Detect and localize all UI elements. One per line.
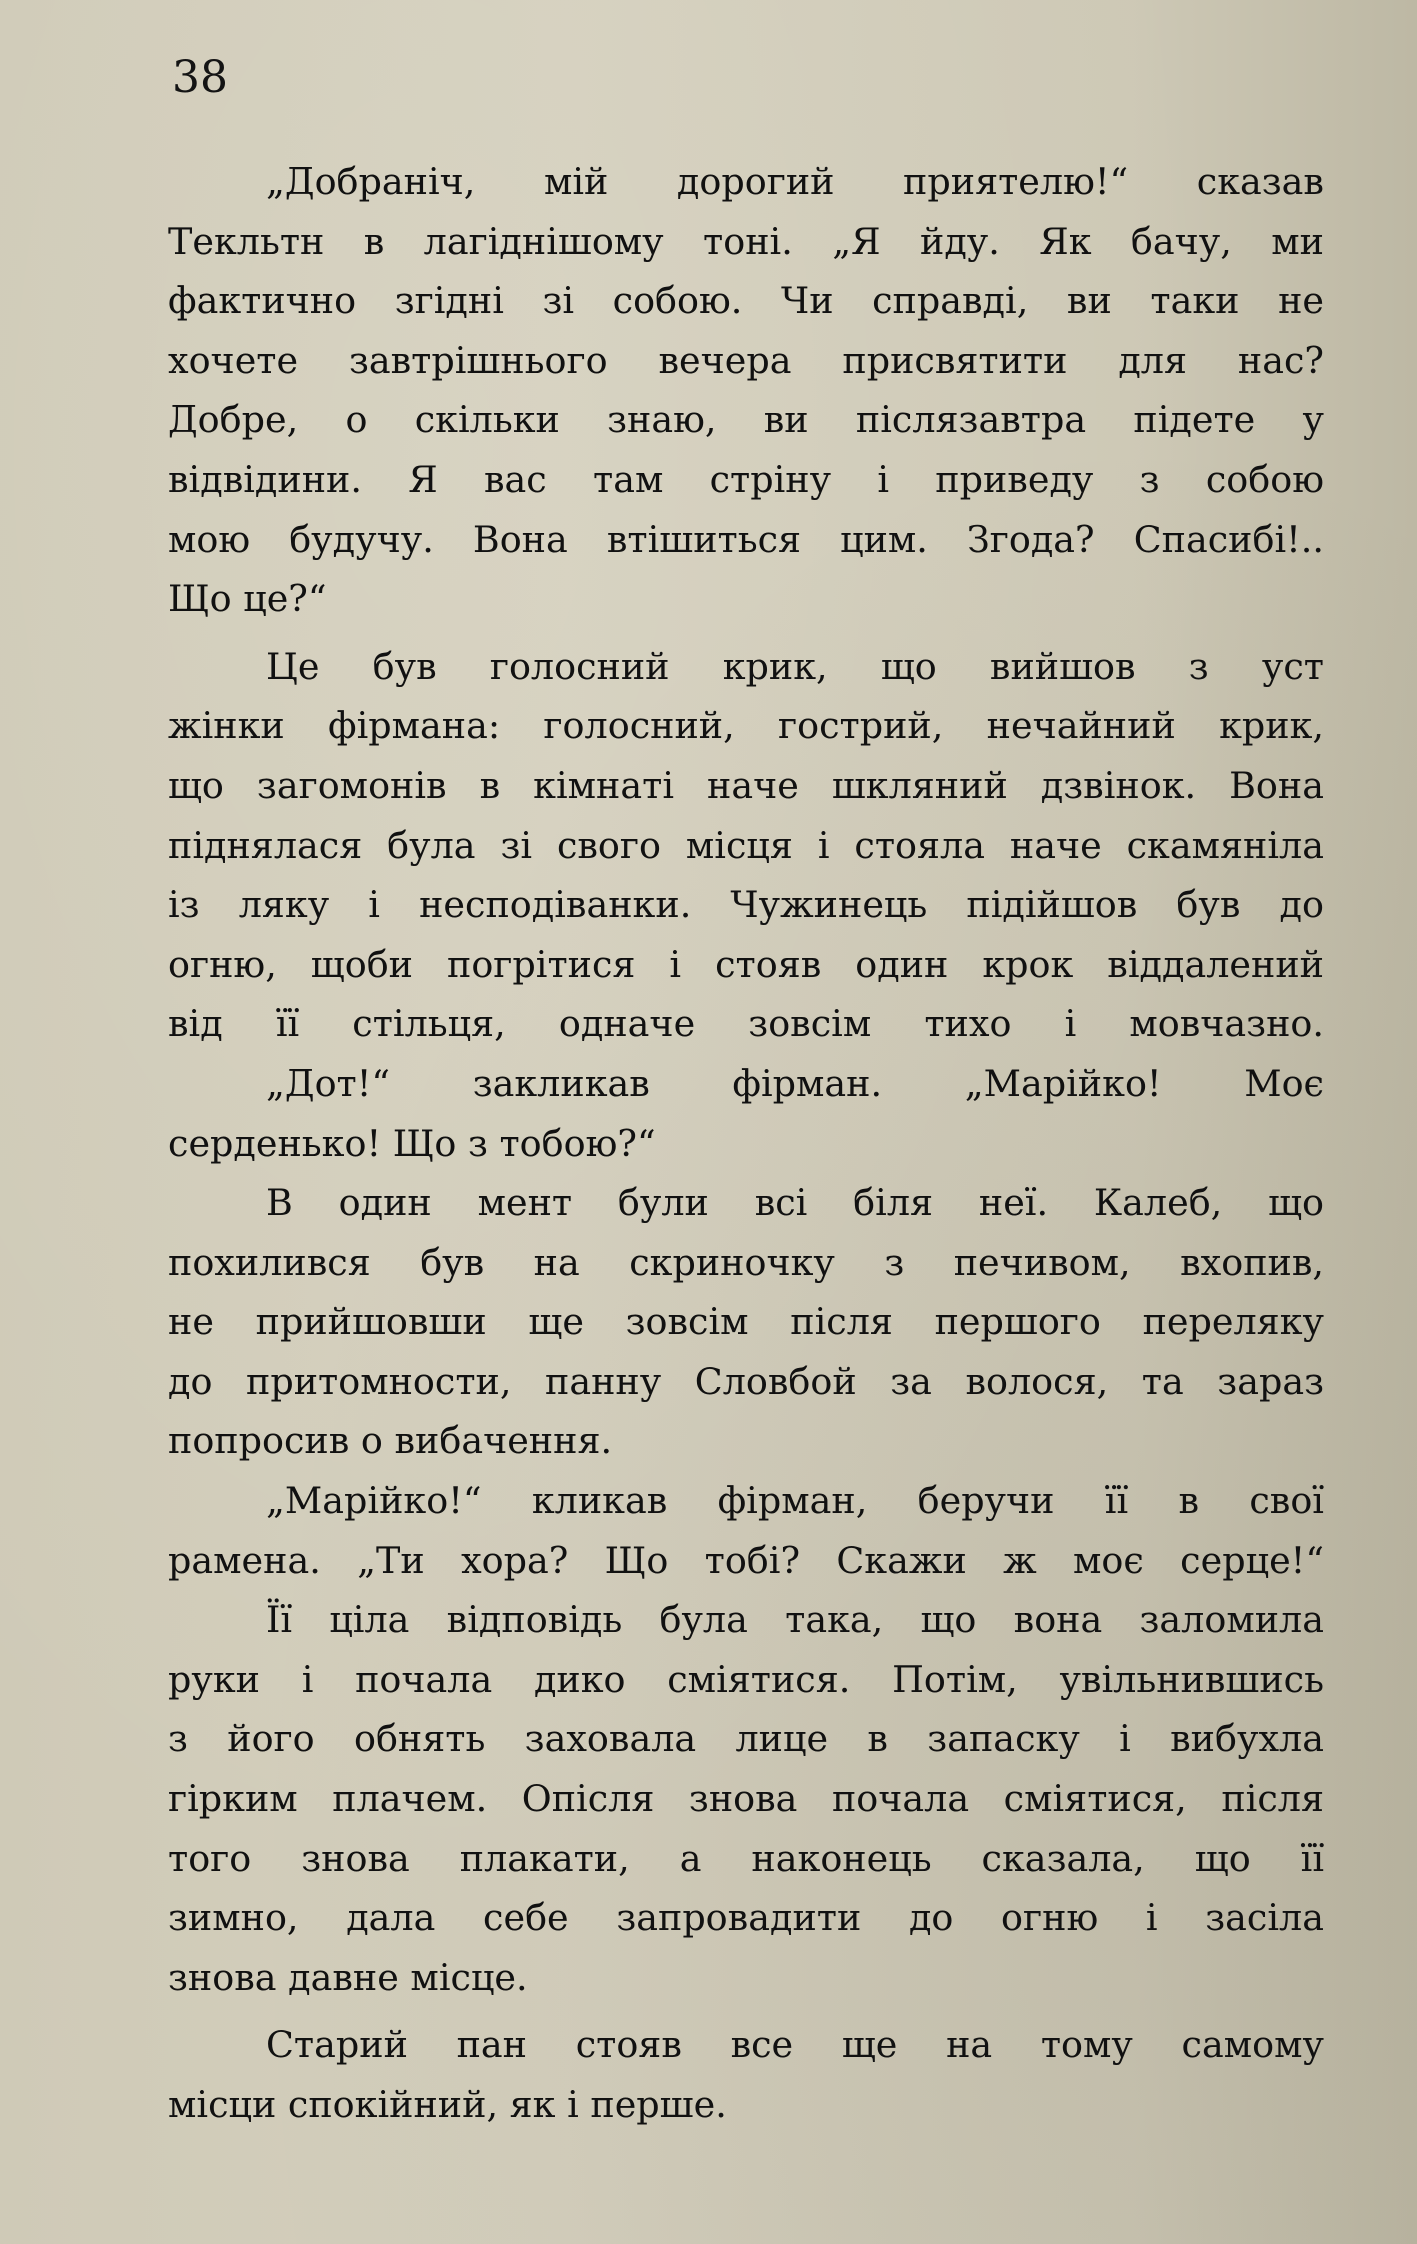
page-number: 38: [172, 52, 228, 103]
text-line: від її стільця, одначе зовсім тихо і мовчазно.: [168, 1002, 1324, 1046]
text-line: Текльтн в лагіднішому тоні. „Я йду. Як бачу, ми: [168, 219, 1324, 263]
text-line: того знова плакати, а наконець сказала, що її: [168, 1836, 1324, 1880]
text-line: Добре, о скільки знаю, ви післязавтра підете у: [168, 398, 1324, 442]
text-line: попросив о вибачення.: [168, 1419, 613, 1463]
text-line: жінки фірмана: голосний, гострий, нечайний крик,: [168, 704, 1324, 748]
text-line: руки і почала дико сміятися. Потім, увільнившись: [168, 1657, 1324, 1701]
paragraph: [168, 152, 1324, 629]
text-line: огню, щоби погрітися і стояв один крок віддалений: [168, 942, 1324, 986]
text-line: В один мент були всі біля неї. Калеб, що: [266, 1181, 1324, 1225]
text-line: „Марійко!“ кликав фірман, беручи її в свої: [266, 1479, 1324, 1523]
text-line: хочете завтрішнього вечера присвятити для нас?: [168, 338, 1324, 382]
text-line: знова давне місце.: [168, 1955, 528, 1999]
text-line: рамена. „Ти хора? Що тобі? Скажи ж моє серце!“: [168, 1538, 1324, 1582]
text-line: з його обнять заховала лице в запаску і вибухла: [168, 1717, 1324, 1761]
paragraph: [168, 1173, 1324, 1471]
paragraph: [168, 637, 1324, 1054]
text-line: відвідини. Я вас там стріну і приведу з собою: [168, 457, 1324, 501]
text-line: „Дот!“ закликав фірман. „Марійко! Моє: [266, 1061, 1324, 1105]
paragraph: [168, 1590, 1324, 2007]
text-line: із ляку і несподіванки. Чужинець підійшов був до: [168, 883, 1324, 927]
text-line: гірким плачем. Опісля знова почала сміятися, після: [168, 1777, 1324, 1821]
text-line: Її ціла відповідь була така, що вона заломила: [266, 1598, 1324, 1642]
text-line: фактично згідні зі собою. Чи справді, ви таки не: [168, 279, 1324, 323]
text-line: мою будучу. Вона втішиться цим. Згода? Спасибі!..: [168, 517, 1324, 561]
paragraph: [168, 1054, 1324, 1173]
text-line: зимно, дала себе запровадити до огню і засіла: [168, 1896, 1324, 1940]
text-line: не прийшовши ще зовсім після першого переляку: [168, 1300, 1324, 1344]
text-line: серденько! Що з тобою?“: [168, 1121, 656, 1165]
text-line: Старий пан стояв все ще на тому самому: [266, 2023, 1324, 2067]
text-line: місци спокійний, як і перше.: [168, 2083, 727, 2126]
text-line: піднялася була зі свого місця і стояла наче скамяніла: [168, 823, 1324, 867]
text-line: „Добраніч, мій дорогий приятелю!“ сказав: [266, 160, 1324, 203]
text-line: що загомонів в кімнаті наче шкляний дзвінок. Вона: [168, 763, 1324, 807]
text-line: похилився був на скриночку з печивом, вхопив,: [168, 1240, 1324, 1284]
text-line: Що це?“: [168, 577, 327, 621]
paragraph: [168, 1471, 1324, 1590]
text-line: Це був голосний крик, що вийшов з уст: [266, 644, 1324, 688]
text-line: до притомности, панну Словбой за волося, та зараз: [168, 1359, 1324, 1403]
paragraph: [168, 2015, 1324, 2134]
body-text: [168, 152, 1324, 2135]
